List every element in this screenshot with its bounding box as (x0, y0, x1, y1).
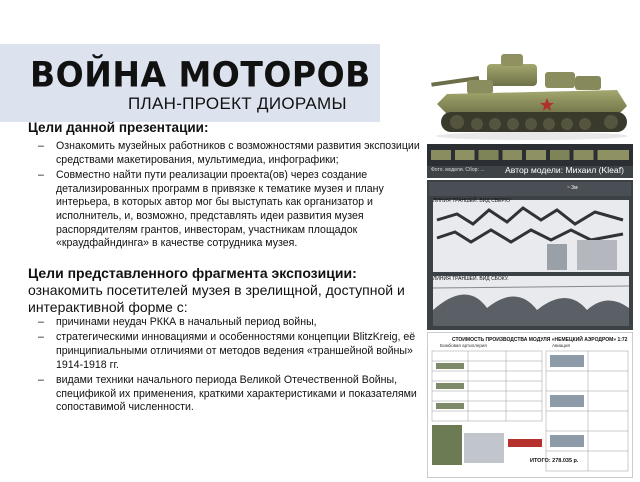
list-item-text: Ознакомить музейных работников с возможностями развития экспозиции средствами макетирования, мультимедиа, инфографики; (56, 140, 420, 166)
tank-lineup-strip (427, 144, 633, 166)
cost-sheet-col-aviation: Авиация (552, 343, 570, 348)
bullet-dash: – (38, 140, 44, 152)
list-item-text: Совместно найти пути реализации проекта(ов) через создание детализированных программ в привязке к тематике музея и плану интерьера, в которых автор мог бы выступать как организатор и исполнитель, и, возможно, представлять идеи развития музея распорядителям грантов, инвесторам, участникам площадок «краудфайндинга» в качестве сотрудника музея. (56, 169, 384, 250)
diagram-bottom-label: ЛИНИЯ ТРАНШЕЙ. ВИД СБОКУ. (433, 276, 509, 282)
slide-content (28, 120, 420, 417)
cost-sheet-col-artillery: Бомбовая артиллерия (440, 343, 487, 348)
list-item (28, 316, 420, 330)
model-author-caption: Автор модели: Михаил (Kleaf) (505, 165, 624, 175)
list-item (28, 374, 420, 415)
list-item-text: причинами неудач РККА в начальный период войны, (56, 315, 317, 328)
bullet-dash: – (38, 331, 44, 344)
list-item (28, 140, 420, 167)
bullet-dash: – (38, 374, 44, 387)
section1-heading: Цели данной презентации: (28, 120, 209, 135)
diagram-scale-label: ~ 3м (567, 185, 578, 191)
cost-sheet (427, 332, 633, 478)
list-item (28, 169, 420, 251)
list-item-text: стратегическими инновациями и особенностями концепции BlitzKreig, её принципиальными отличиями от методов ведения «траншейной войны» 1914-1918 гг. (56, 331, 416, 371)
bullet-dash: – (38, 169, 44, 182)
section2-heading: Цели представленного фрагмента экспозиции: (28, 264, 357, 281)
cost-sheet-title: СТОИМОСТЬ ПРОИЗВОДСТВА МОДУЛЯ «НЕМЕЦКИЙ АЭРОДРОМ» 1:72 (452, 337, 628, 343)
tank-illustration (427, 46, 633, 142)
caption-left-text: Фото. модели. Сбор: ... (431, 167, 485, 173)
trench-diagram (427, 180, 633, 330)
page-title: ВОЙНА МОТОРОВ (30, 54, 371, 95)
page-subtitle: ПЛАН-ПРОЕКТ ДИОРАМЫ (128, 94, 347, 113)
list-item (28, 331, 420, 372)
tank-model-photo (427, 46, 633, 142)
diagram-top-label: ЛИНИЯ ТРАНШЕЙ. ВИД СВЕРХУ (433, 198, 511, 204)
cost-sheet-total: ИТОГО: 278.035 р. (530, 458, 579, 464)
section2-list (28, 316, 420, 415)
tank-lineup-images (431, 150, 629, 160)
section1-list (28, 140, 420, 251)
list-item-text: видами техники начального периода Великой Отечественной Войны, спецификой их применения, краткими характеристиками и показателями сопоставимой численности. (56, 374, 417, 414)
bullet-dash: – (38, 315, 44, 328)
cost-sheet-graphic (428, 333, 632, 477)
section2-subtitle: ознакомить посетителей музея в зрелищной, доступной и интерактивной форме с: (28, 281, 405, 315)
